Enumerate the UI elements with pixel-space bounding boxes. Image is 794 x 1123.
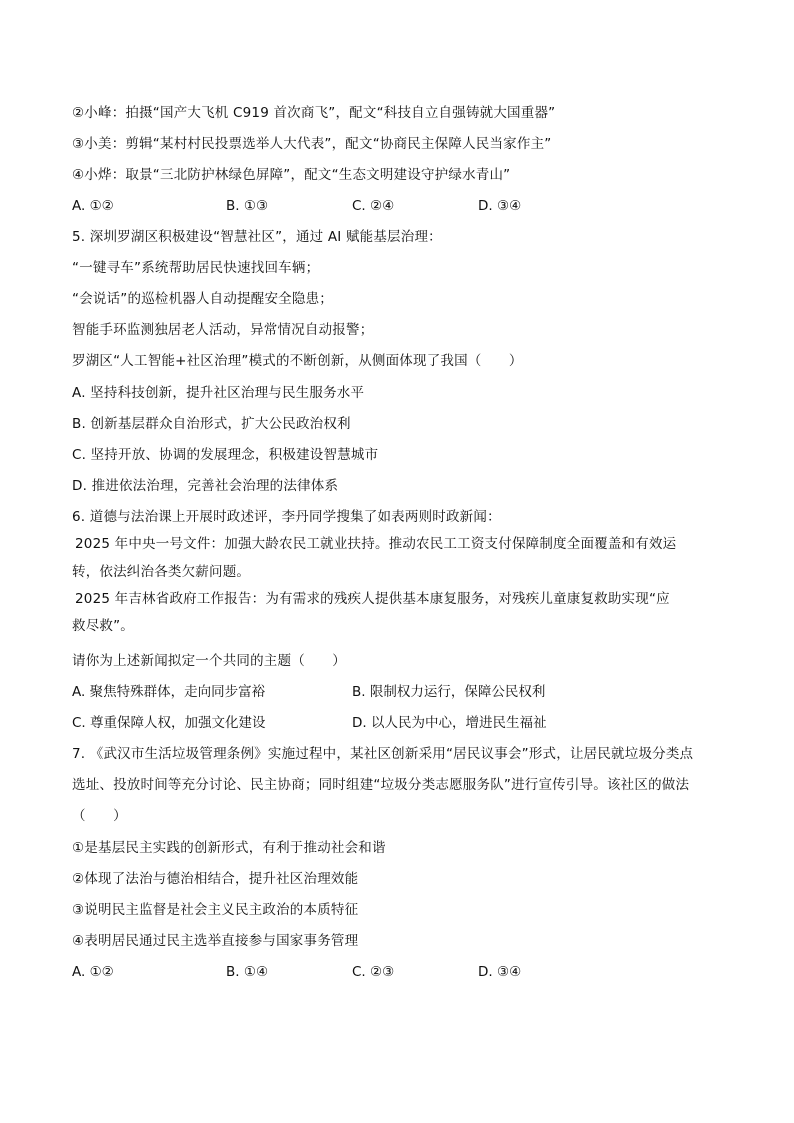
q5-option-c: C. 坚持开放、协调的发展理念，积极建设智慧城市 xyxy=(72,447,379,463)
q7-item-3: ③说明民主监督是社会主义民主政治的本质特征 xyxy=(72,902,359,918)
q5-stem: 5. 深圳罗湖区积极建设“智慧社区”，通过 AI 赋能基层治理： xyxy=(72,229,442,245)
q6-option-b: B. 限制权力运行，保障公民权利 xyxy=(352,684,546,700)
q6-option-c: C. 尊重保障人权，加强文化建设 xyxy=(72,715,266,731)
q4-item-3: ③小美：剪辑“某村村民投票选举人大代表”，配文“协商民主保障人民当家作主” xyxy=(72,136,552,152)
q6-stem: 6. 道德与法治课上开展时政述评，李丹同学搜集了如表两则时政新闻： xyxy=(72,509,501,525)
q7-item-1: ①是基层民主实践的创新形式，有利于推动社会和谐 xyxy=(72,840,386,856)
q4-item-4: ④小烨：取景“三北防护林绿色屏障”，配文“生态文明建设守护绿水青山” xyxy=(72,167,511,183)
q4-option-a: A. ①② xyxy=(72,198,114,214)
q6-option-d: D. 以人民为中心，增进民生福祉 xyxy=(352,715,547,731)
q4-item-2: ②小峰：拍摄“国产大飞机 C919 首次商飞”，配文“科技自立自强铸就大国重器” xyxy=(72,105,556,121)
q7-option-d: D. ③④ xyxy=(478,964,522,980)
q4-option-d: D. ③④ xyxy=(478,198,522,214)
q6-option-a: A. 聚焦特殊群体，走向同步富裕 xyxy=(72,684,266,700)
q7-item-2: ②体现了法治与德治相结合，提升社区治理效能 xyxy=(72,871,359,887)
q7-option-a: A. ①② xyxy=(72,964,114,980)
q7-option-b: B. ①④ xyxy=(226,964,269,980)
q7-option-c: C. ②③ xyxy=(352,964,395,980)
q7-stem-line-2: 选址、投放时间等充分讨论、民主协商；同时组建“垃圾分类志愿服务队”进行宣传引导。该社区的做法 xyxy=(72,777,690,793)
q6-news-2-line-2: 救尽救”。 xyxy=(72,618,134,634)
q6-news-1-line-1: 2025 年中央一号文件：加强大龄农民工就业扶持。推动农民工工资支付保障制度全面覆盖和有效运 xyxy=(75,536,677,552)
q5-point-2: “会说话”的巡检机器人自动提醒安全隐患； xyxy=(72,291,333,307)
q6-question: 请你为上述新闻拟定一个共同的主题（ ） xyxy=(72,653,346,669)
q7-stem-line-1: 7. 《武汉市生活垃圾管理条例》实施过程中，某社区创新采用“居民议事会”形式，让居民就垃圾分类点 xyxy=(72,746,694,762)
q5-option-b: B. 创新基层群众自治形式，扩大公民政治权利 xyxy=(72,416,351,432)
q6-news-2-line-1: 2025 年吉林省政府工作报告：为有需求的残疾人提供基本康复服务，对残疾儿童康复救助实现“应 xyxy=(75,591,670,607)
q7-item-4: ④表明居民通过民主选举直接参与国家事务管理 xyxy=(72,933,359,949)
q5-option-a: A. 坚持科技创新，提升社区治理与民生服务水平 xyxy=(72,385,365,401)
q5-point-3: 智能手环监测独居老人活动，异常情况自动报警； xyxy=(72,322,374,338)
q7-answer-blank: （ ） xyxy=(72,808,127,824)
q5-point-1: “一键寻车”系统帮助居民快速找回车辆； xyxy=(72,260,320,276)
q5-question: 罗湖区“人工智能+社区治理”模式的不断创新，从侧面体现了我国（ ） xyxy=(72,353,523,369)
q4-option-b: B. ①③ xyxy=(226,198,269,214)
q4-option-c: C. ②④ xyxy=(352,198,395,214)
q6-news-1-line-2: 转，依法纠治各类欠薪问题。 xyxy=(72,564,251,580)
q5-option-d: D. 推进依法治理，完善社会治理的法律体系 xyxy=(72,478,339,494)
